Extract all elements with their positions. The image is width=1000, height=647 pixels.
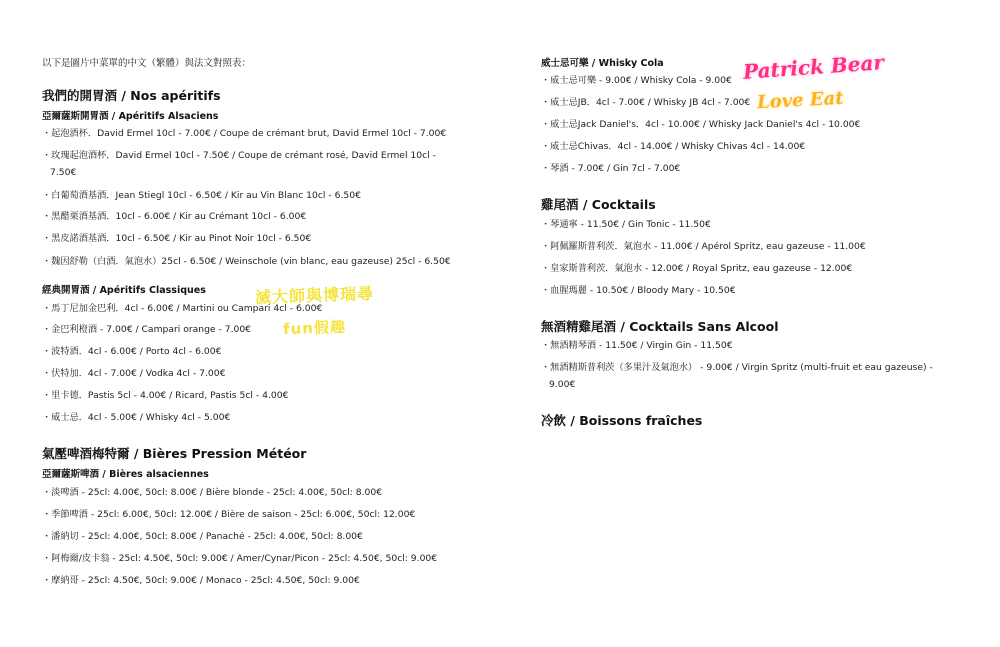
list-item: ・無酒精琴酒 - 11.50€ / Virgin Gin - 11.50€ [541, 340, 733, 351]
section-title-mocktails: 無酒精雞尾酒 / Cocktails Sans Alcool [541, 319, 779, 334]
list-item: ・血腥瑪麗 - 10.50€ / Bloody Mary - 10.50€ [541, 285, 736, 296]
list-item: ・魏因舒勒（白酒．氣泡水）25cl - 6.50€ / Weinschole (vin blanc, eau gazeuse) 25cl - 6.50€ [42, 256, 451, 267]
subsection-title-alsace-aperitifs: 亞爾薩斯開胃酒 / Apéritifs Alsaciens [42, 111, 219, 122]
list-item: ・琴酒 - 7.00€ / Gin 7cl - 7.00€ [541, 163, 681, 174]
list-item: ・白葡萄酒基酒．Jean Stiegl 10cl - 6.50€ / Kir au Vin Blanc 10cl - 6.50€ [42, 190, 361, 201]
brand-logo-line2: Love Eat [756, 87, 845, 114]
list-item: ・威士忌Jack Daniel's．4cl - 10.00€ / Whisky Jack Daniel's 4cl - 10.00€ [541, 119, 861, 130]
list-item: ・無酒精斯普利茨（多果汁及氣泡水） - 9.00€ / Virgin Spritz (multi-fruit et eau gazeuse) - [541, 362, 933, 373]
section-title-cocktails: 雞尾酒 / Cocktails [541, 197, 656, 212]
list-item: ・淡啤酒 - 25cl: 4.00€, 50cl: 8.00€ / Bière blonde - 25cl: 4.00€, 50cl: 8.00€ [42, 487, 383, 498]
list-item: ・威士忌．4cl - 5.00€ / Whisky 4cl - 5.00€ [42, 412, 231, 423]
intro-text: 以下是圖片中菜單的中文（繁體）與法文對照表： [42, 58, 252, 69]
list-item: ・黑皮諾酒基酒．10cl - 6.50€ / Kir au Pinot Noir 10cl - 6.50€ [42, 233, 312, 244]
section-title-cold-drinks: 冷飲 / Boissons fraîches [541, 413, 703, 428]
subsection-title-alsace-beers: 亞爾薩斯啤酒 / Bières alsaciennes [42, 469, 209, 480]
list-item: ・伏特加．4cl - 7.00€ / Vodka 4cl - 7.00€ [42, 368, 226, 379]
list-item: ・皇家斯普利茨．氣泡水 - 12.00€ / Royal Spritz, eau gazeuse - 12.00€ [541, 263, 853, 274]
list-item: ・波特酒．4cl - 6.00€ / Porto 4cl - 6.00€ [42, 346, 222, 357]
list-item: ・阿佩羅斯普利茨．氣泡水 - 11.00€ / Apérol Spritz, eau gazeuse - 11.00€ [541, 241, 866, 252]
list-item: ・威士忌可樂 - 9.00€ / Whisky Cola - 9.00€ [541, 75, 732, 86]
subsection-title-classic-aperitifs: 經典開胃酒 / Apéritifs Classiques [42, 285, 206, 296]
section-title-beers: 氣壓啤酒梅特爾 / Bières Pression Météor [42, 446, 307, 461]
list-item: ・琴通寧 - 11.50€ / Gin Tonic - 11.50€ [541, 219, 711, 230]
list-item: ・季節啤酒 - 25cl: 6.00€, 50cl: 12.00€ / Bière de saison - 25cl: 6.00€, 50cl: 12.00€ [42, 509, 416, 520]
list-item: ・金巴利橙酒 - 7.00€ / Campari orange - 7.00€ [42, 324, 252, 335]
list-item: ・阿梅爾/皮卡翁 - 25cl: 4.50€, 50cl: 9.00€ / Amer/Cynar/Picon - 25cl: 4.50€, 50cl: 9.00€ [42, 553, 438, 564]
list-item: ・摩納哥 - 25cl: 4.50€, 50cl: 9.00€ / Monaco - 25cl: 4.50€, 50cl: 9.00€ [42, 575, 360, 586]
section-title-aperitifs: 我們的開胃酒 / Nos apéritifs [42, 88, 221, 103]
section-title-whisky-cola: 威士忌可樂 / Whisky Cola [541, 58, 664, 69]
list-item: ・起泡酒杯．David Ermel 10cl - 7.00€ / Coupe de crémant brut, David Ermel 10cl - 7.00€ [42, 128, 447, 139]
list-item: ・威士忌Chivas．4cl - 14.00€ / Whisky Chivas 4cl - 14.00€ [541, 141, 806, 152]
list-item: ・馬丁尼加金巴利．4cl - 6.00€ / Martini ou Campari 4cl - 6.00€ [42, 303, 323, 314]
handwritten-note-line1: 滅大師與博瑞尋 [254, 283, 375, 308]
list-item: ・黑醋栗酒基酒．10cl - 6.00€ / Kir au Crémant 10cl - 6.00€ [42, 211, 307, 222]
list-item-continuation: 7.50€ [50, 167, 77, 178]
list-item: ・里卡德．Pastis 5cl - 4.00€ / Ricard, Pastis 5cl - 4.00€ [42, 390, 289, 401]
list-item: ・潘納切 - 25cl: 4.00€, 50cl: 8.00€ / Panaché - 25cl: 4.00€, 50cl: 8.00€ [42, 531, 363, 542]
list-item: ・玫瑰起泡酒杯．David Ermel 10cl - 7.50€ / Coupe de crémant rosé, David Ermel 10cl - [42, 150, 436, 161]
brand-logo-line1: Patrick Bear [742, 50, 885, 84]
handwritten-note-line2: fun假趣 [282, 317, 347, 339]
list-item-continuation: 9.00€ [549, 379, 576, 390]
list-item: ・威士忌JB．4cl - 7.00€ / Whisky JB 4cl - 7.00€ [541, 97, 751, 108]
